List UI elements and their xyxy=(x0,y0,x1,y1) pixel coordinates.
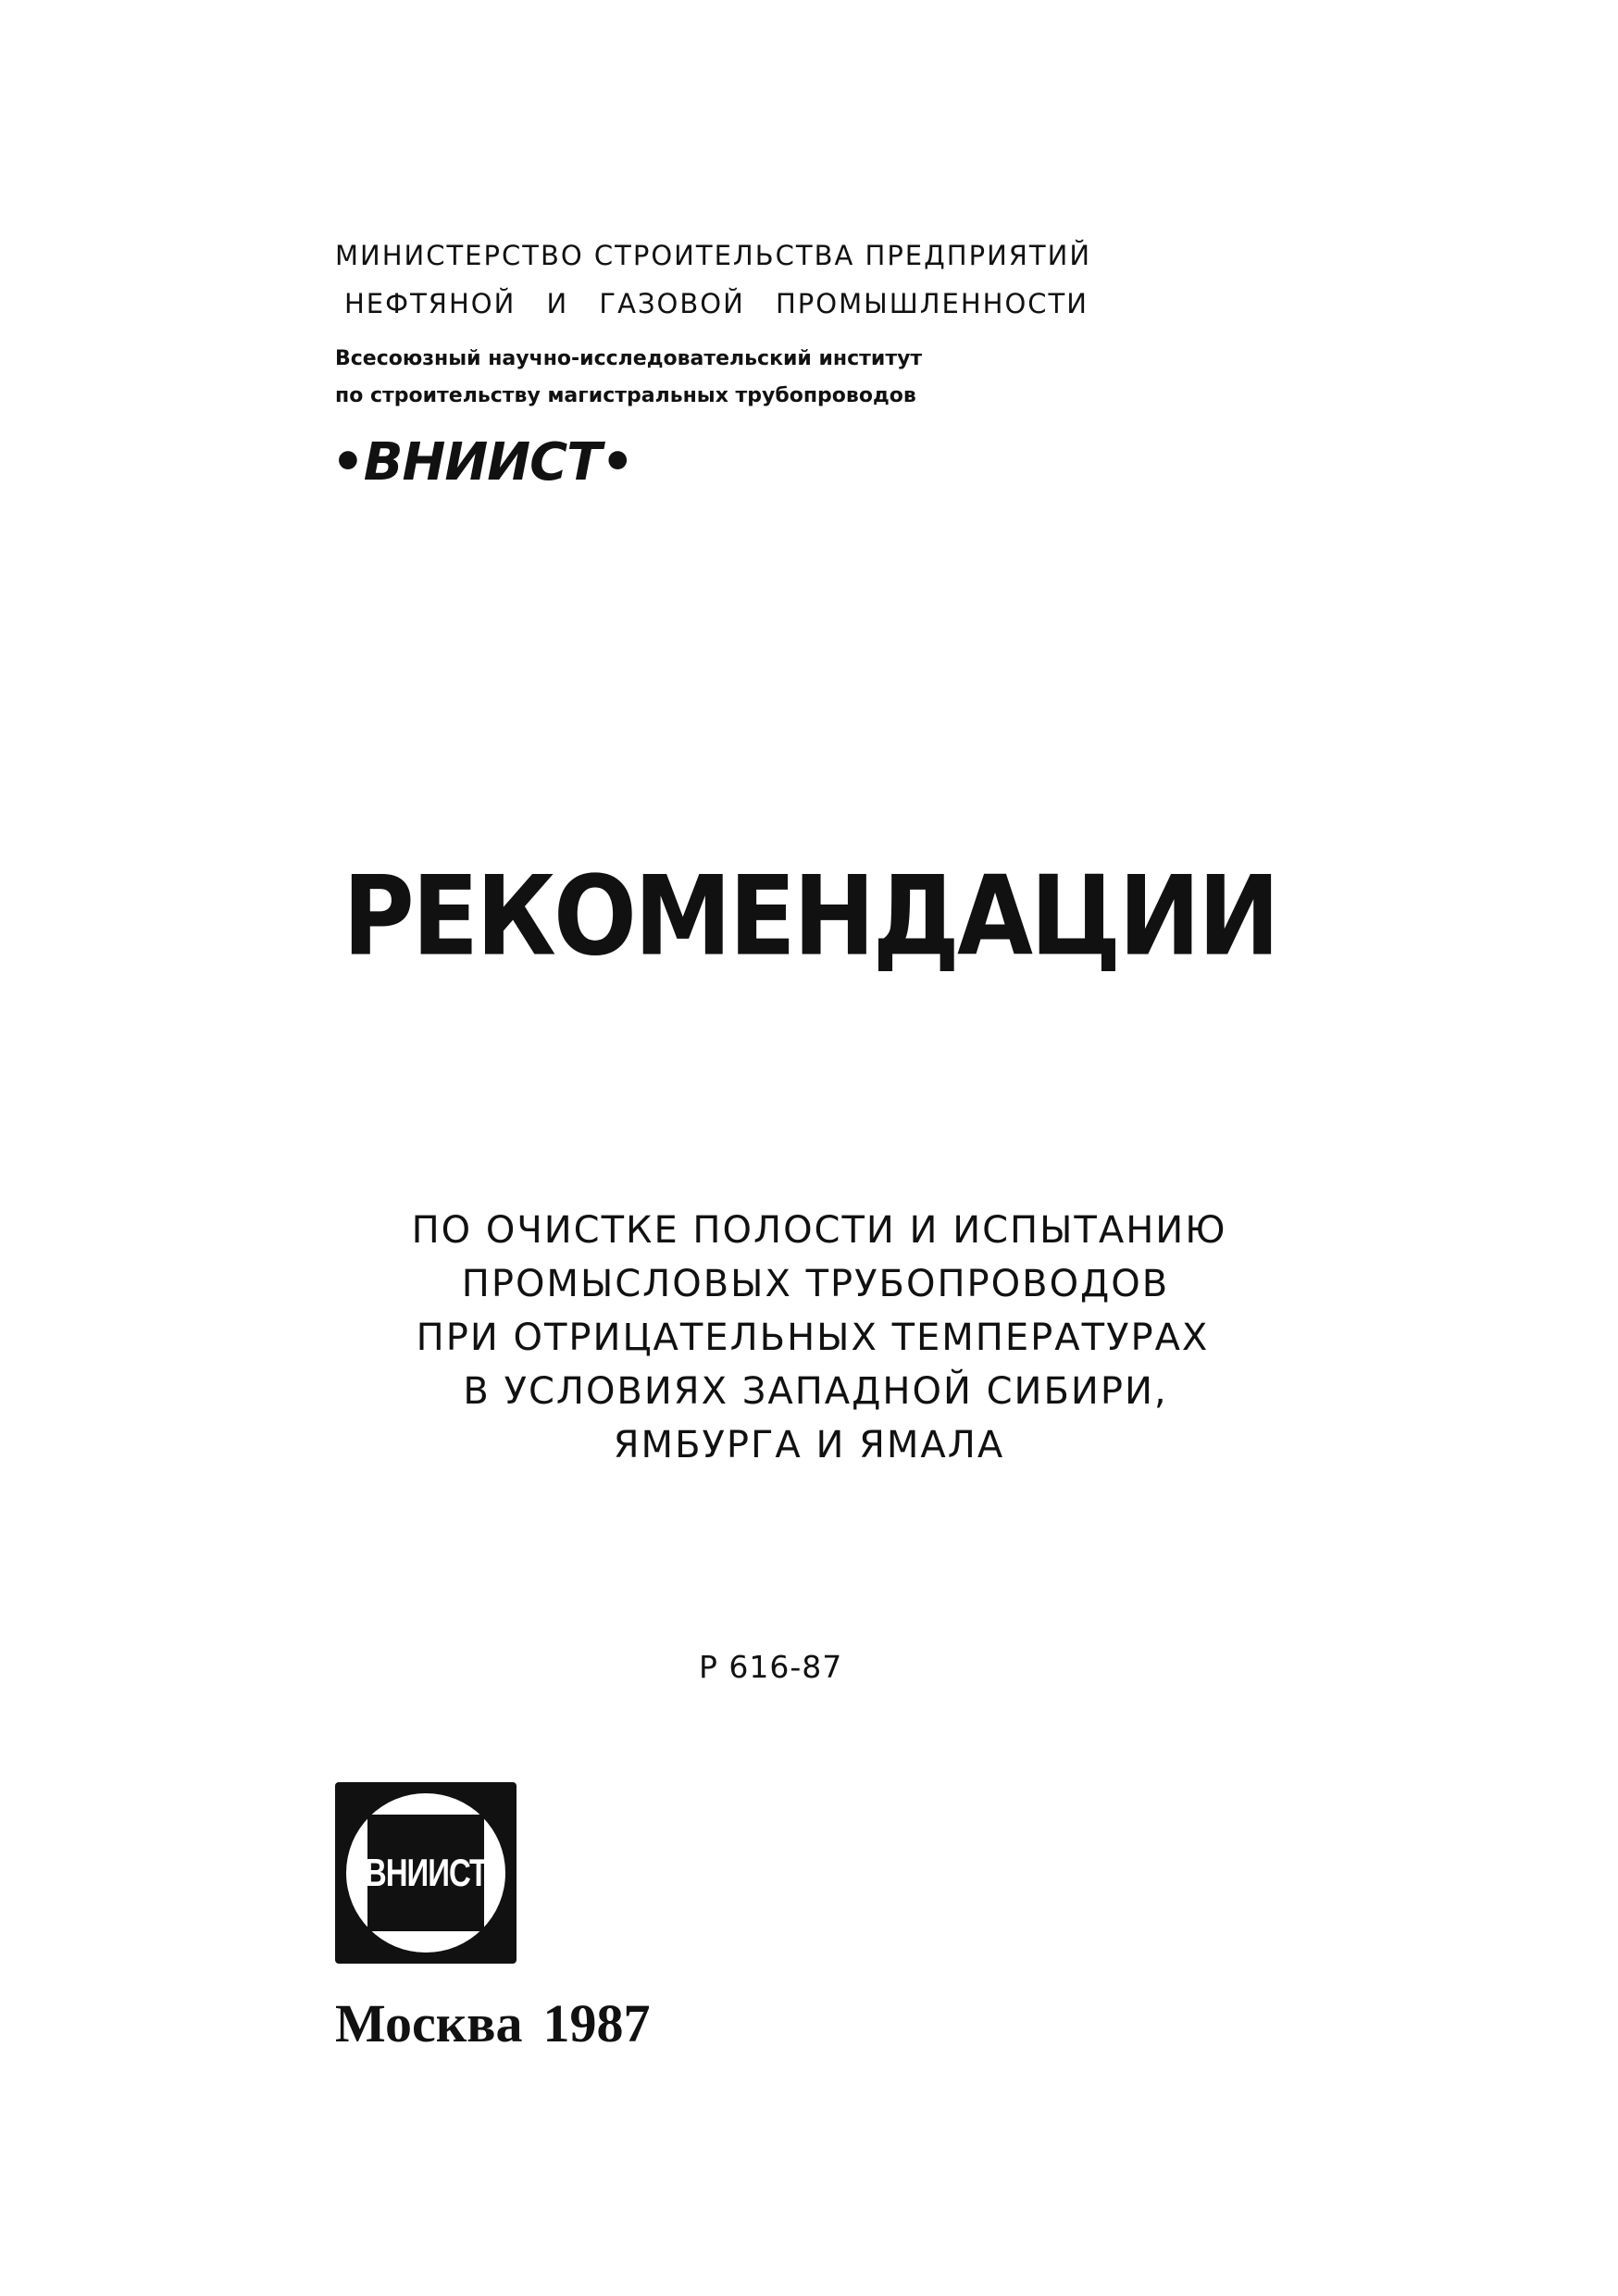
vniist-logo-icon xyxy=(335,1782,517,1964)
document-code: Р 616-87 xyxy=(699,1649,843,1685)
imprint xyxy=(335,1990,650,2057)
ministry-header xyxy=(335,231,1168,328)
subtitle-line-5: ЯМБУРГА И ЯМАЛА xyxy=(613,1424,1005,1466)
document-title: РЕКОМЕНДАЦИИ xyxy=(342,852,1277,980)
document-subtitle xyxy=(0,1204,1618,1472)
subtitle-line-3: ПРИ ОТРИЦАТЕЛЬНЫХ ТЕМПЕРАТУРАХ xyxy=(416,1316,1210,1359)
ministry-line-2: НЕФТЯНОЙ И ГАЗОВОЙ ПРОМЫШЛЕННОСТИ xyxy=(344,288,1089,319)
subtitle-line-1: ПО ОЧИСТКЕ ПОЛОСТИ И ИСПЫТАНИЮ xyxy=(411,1209,1227,1252)
logo-text: ВНИИСТ xyxy=(364,1851,488,1894)
ministry-line-1: МИНИСТЕРСТВО СТРОИТЕЛЬСТВА ПРЕДПРИЯТИЙ xyxy=(335,240,1092,271)
institute-line-1: Всесоюзный научно-исследовательский институт xyxy=(335,347,923,370)
subtitle-line-2: ПРОМЫСЛОВЫХ ТРУБОПРОВОДОВ xyxy=(461,1263,1170,1305)
subtitle-line-4: В УСЛОВИЯХ ЗАПАДНОЙ СИБИРИ, xyxy=(463,1370,1168,1413)
institute-name xyxy=(335,341,1168,415)
organization-short-name: •ВНИИСТ• xyxy=(331,432,634,493)
imprint-city: Москва xyxy=(335,1993,523,2053)
imprint-year: 1987 xyxy=(542,1993,651,2053)
institute-line-2: по строительству магистральных трубопроводов xyxy=(335,384,916,407)
document-title-block xyxy=(0,852,1618,980)
